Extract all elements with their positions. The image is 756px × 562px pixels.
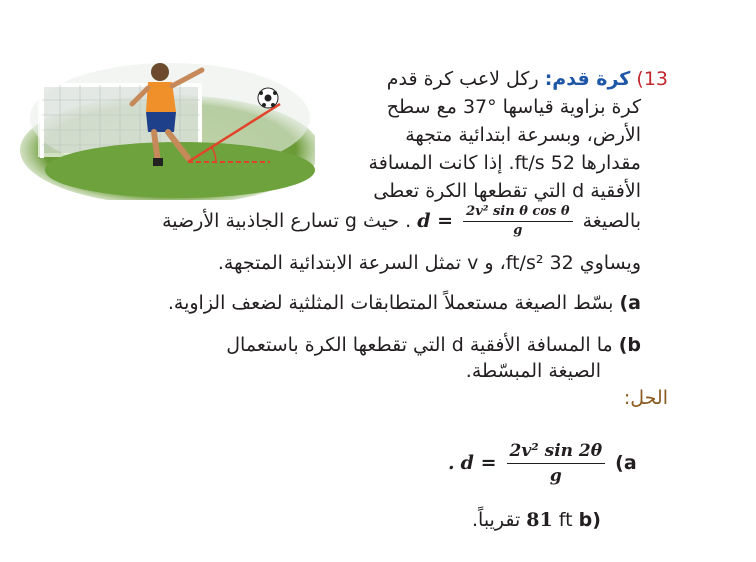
solution-heading: الحل: [623,387,668,409]
part-a-label: a) [619,292,641,314]
solution-a-label: (a [615,452,637,474]
formula-suffix: . حيث g تسارع الجاذبية الأرضية [162,210,412,232]
question-title: كرة قدم: [544,68,631,90]
part-b-text-1: ما المسافة الأفقية d التي تقطعها الكرة باستعمال [226,334,613,356]
problem-line-3: الأرض، وبسرعة ابتدائية متجهة [405,124,641,146]
part-b [226,332,641,358]
formula-numerator: 2v² sin θ cos θ [463,204,572,222]
part-a-text: بسّط الصيغة مستعملاً المتطابقات المثلثية لضعف الزاوية. [167,292,614,314]
solution-b-text: تقريباً. [472,509,521,531]
solution-a [448,440,637,487]
part-a [168,290,641,316]
solution-a-numerator: 2v² sin 2θ [507,440,606,464]
problem-line-2: كرة بزاوية قياسها °37 مع سطح [386,96,641,118]
gravity-line: ويساوي 32 ft/s²، و v تمثل السرعة الابتدائية المتجهة. [217,252,641,274]
solution-b-value: 81 [526,509,553,531]
soccer-ball-icon [258,88,278,108]
solution-b-unit: ft [558,509,573,531]
part-b-label: b) [618,334,641,356]
solution-b-label: (b [578,509,601,531]
formula-denominator: g [513,223,523,238]
part-b-text-2: الصيغة المبسّطة. [465,360,601,382]
formula-line [162,203,641,239]
problem-line-5: الأفقية d التي تقطعها الكرة تعطى [373,180,641,202]
solution-a-lhs: d = [460,452,497,474]
solution-a-denominator: g [549,466,562,486]
formula-prefix: بالصيغة [582,210,641,232]
problem-line-4: مقدارها 52 ft/s. إذا كانت المسافة [368,152,641,174]
solution-b [472,509,601,531]
formula-lhs: d = [417,210,454,232]
problem-line-1 [387,66,668,92]
problem-text-1: ركل لاعب كرة قدم [386,68,539,90]
soccer-player-illustration [20,40,315,200]
solution-a-end: . [448,452,455,474]
question-number: 13) [636,68,668,90]
formula-fraction [463,204,572,239]
solution-a-fraction [507,440,606,487]
